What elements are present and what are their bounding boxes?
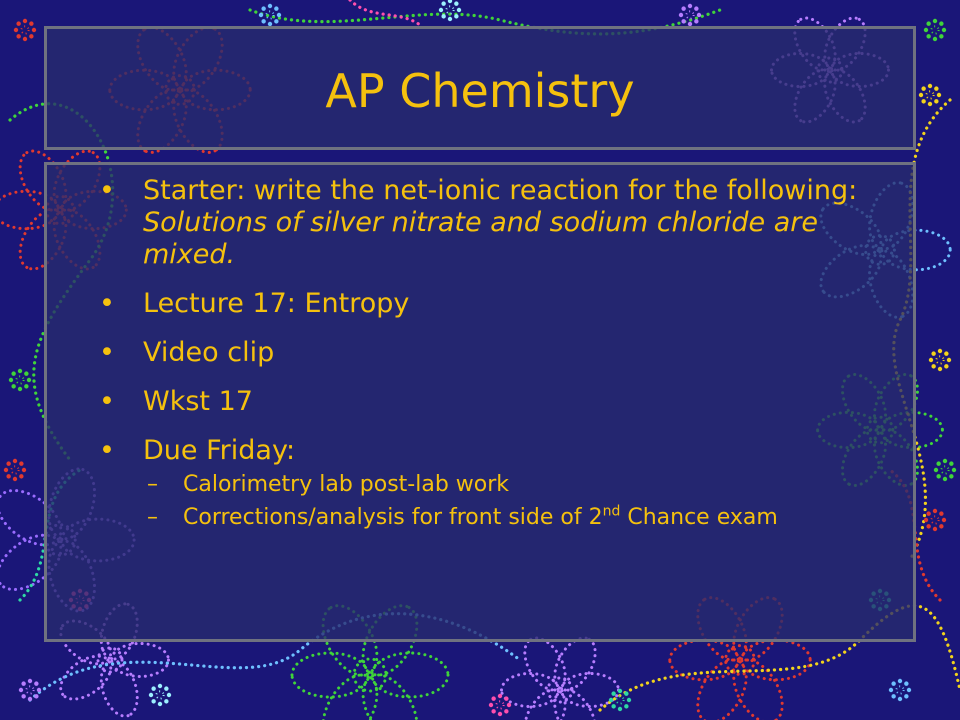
rosette-6-dot [489,703,493,707]
rosette-6-ring [496,701,503,708]
rosette-0-dot [14,28,18,32]
bullet-due-friday [99,435,889,531]
rosette-10-dot [931,351,935,355]
content-panel [44,162,916,642]
rosette-4-ring [26,686,33,693]
rosette-6-dot [498,694,502,698]
rosette-17-dot [943,459,947,463]
flower-bottom-red-petal [688,652,756,720]
bullet-worksheet-text: Wkst 17 [143,386,253,417]
rosette-9-dot [18,369,22,373]
rosette-12-dot [681,19,685,23]
rosette-8-dot [926,524,930,528]
rosette-8-dot [939,524,943,528]
rosette-17-ring [941,466,948,473]
subitem-corrections-text-end: Chance exam [620,505,778,530]
bullet-due-friday-text: Due Friday: [143,435,296,466]
flower-bottom-green-petal [292,653,368,697]
rosette-0-dot [16,21,20,25]
rosette-3-ring [896,686,903,693]
rosette-6-dot [504,709,508,713]
subitem-corrections-text: Corrections/analysis for front side of 2 [183,505,603,530]
bullet-starter [99,175,889,271]
rosette-3-dot [891,681,895,685]
rosette-13-dot [439,8,443,12]
rosette-5-ring [156,691,163,698]
rosette-2-dot [921,86,925,90]
bullet-starter-text: Starter: write the net-ionic reaction for the following: [143,175,858,206]
rosette-8-dot [942,518,946,522]
bullet-video [99,337,889,369]
rosette-13-dot [448,0,452,3]
rosette-4-dot [34,681,38,685]
subitem-calorimetry-text: Calorimetry lab post-lab work [183,472,510,497]
rosette-1-dot [939,21,943,25]
rosette-1-dot [926,21,930,25]
rosette-11-dot [274,19,278,23]
rosette-8-ring [931,516,938,523]
rosette-7-dot [624,691,628,695]
rosette-0-dot [16,34,20,38]
rosette-13-dot [441,14,445,18]
rosette-10-ring [936,356,943,363]
rosette-8-dot [933,527,937,531]
rosette-11-dot [277,13,281,17]
rosette-11-dot [274,6,278,10]
rosette-4-dot [21,694,25,698]
rosette-9-dot [24,384,28,388]
rosette-11-dot [268,4,272,8]
rosette-0-dot [29,21,33,25]
rosette-1-dot [933,19,937,23]
rosette-0-dot [32,28,36,32]
due-friday-sublist [143,471,889,531]
rosette-1-dot [924,28,928,32]
rosette-5-dot [167,693,171,697]
rosette-5-dot [158,702,162,706]
rosette-4-dot [37,688,41,692]
rosette-4-dot [19,688,23,692]
rosette-9-dot [18,387,22,391]
rosette-8-dot [924,518,928,522]
rosette-13-dot [454,1,458,5]
rosette-10-dot [938,367,942,371]
rosette-9-ring [16,376,23,383]
rosette-16-dot [22,468,26,472]
rosette-0-dot [29,34,33,38]
rosette-3-dot [889,688,893,692]
rosette-5-dot [164,699,168,703]
rosette-9-dot [24,371,28,375]
rosette-6-dot [491,709,495,713]
rosette-11-dot [261,6,265,10]
rosette-7-dot [627,698,631,702]
rosette-12-ring [686,11,693,18]
swirl-7 [350,0,420,25]
rosette-13-ring [446,6,453,13]
rosette-16-dot [6,461,10,465]
rosette-5-dot [151,686,155,690]
title-panel [44,26,916,150]
rosette-11-dot [259,13,263,17]
rosette-8-dot [939,511,943,515]
rosette-0-ring [21,26,28,33]
rosette-10-dot [929,358,933,362]
rosette-1-ring [931,26,938,33]
bullet-starter-prompt: Solutions of silver nitrate and sodium chloride are mixed. [143,207,818,270]
rosette-5-dot [151,699,155,703]
slide-title: AP Chemistry [325,64,635,118]
rosette-8-dot [933,509,937,513]
rosette-10-dot [938,349,942,353]
rosette-16-dot [19,461,23,465]
rosette-12-dot [697,13,701,17]
rosette-6-dot [504,696,508,700]
rosette-3-dot [904,694,908,698]
rosette-13-dot [448,17,452,21]
rosette-0-dot [23,37,27,41]
rosette-5-dot [158,684,162,688]
rosette-4-dot [34,694,38,698]
rosette-17-dot [949,461,953,465]
rosette-4-dot [28,679,32,683]
rosette-13-dot [457,8,461,12]
rosette-3-dot [904,681,908,685]
bullet-lecture-text: Lecture 17: Entropy [143,288,410,319]
rosette-3-dot [898,679,902,683]
rosette-5-dot [149,693,153,697]
flower-bottom-green-petal [372,653,448,697]
rosette-6-dot [498,712,502,716]
rosette-16-dot [13,477,17,481]
rosette-2-ring [926,91,933,98]
rosette-12-dot [679,13,683,17]
rosette-7-dot [609,698,613,702]
rosette-12-dot [694,19,698,23]
rosette-17-dot [936,461,940,465]
rosette-2-dot [919,93,923,97]
bullet-list [99,175,889,548]
subitem-corrections [143,504,889,531]
rosette-2-dot [934,86,938,90]
rosette-6-dot [507,703,511,707]
rosette-1-dot [926,34,930,38]
rosette-9-dot [27,378,31,382]
rosette-10-dot [944,364,948,368]
rosette-1-dot [939,34,943,38]
bullet-lecture [99,288,889,320]
rosette-1-dot [942,28,946,32]
rosette-2-dot [921,99,925,103]
rosette-16-dot [19,474,23,478]
rosette-16-dot [4,468,8,472]
rosette-2-dot [937,93,941,97]
rosette-17-dot [936,474,940,478]
rosette-7-dot [611,704,615,708]
rosette-9-dot [11,371,15,375]
rosette-10-dot [944,351,948,355]
rosette-1-dot [933,37,937,41]
rosette-12-dot [681,6,685,10]
rosette-2-dot [934,99,938,103]
bullet-video-text: Video clip [143,337,275,368]
rosette-11-dot [261,19,265,23]
rosette-5-dot [164,686,168,690]
rosette-17-dot [952,468,956,472]
rosette-12-dot [688,4,692,8]
rosette-8-dot [926,511,930,515]
rosette-7-ring [616,696,623,703]
rosette-2-dot [928,84,932,88]
rosette-16-dot [13,459,17,463]
rosette-4-dot [21,681,25,685]
rosette-7-dot [611,691,615,695]
rosette-17-dot [943,477,947,481]
rosette-6-dot [491,696,495,700]
rosette-16-ring [11,466,18,473]
rosette-9-dot [11,384,15,388]
rosette-17-dot [934,468,938,472]
rosette-13-dot [454,14,458,18]
rosette-3-dot [907,688,911,692]
superscript-nd: nd [602,503,621,520]
rosette-7-dot [618,707,622,711]
rosette-7-dot [624,704,628,708]
rosette-9-dot [9,378,13,382]
rosette-0-dot [23,19,27,23]
rosette-10-dot [931,364,935,368]
rosette-16-dot [6,474,10,478]
rosette-17-dot [949,474,953,478]
rosette-3-dot [898,697,902,701]
bullet-worksheet [99,386,889,418]
rosette-4-dot [28,697,32,701]
rosette-2-dot [928,102,932,106]
flower-bottom-left-petal [112,644,169,677]
rosette-13-dot [441,1,445,5]
rosette-12-dot [694,6,698,10]
subitem-calorimetry [143,471,889,498]
rosette-10-dot [947,358,951,362]
rosette-7-dot [618,689,622,693]
rosette-3-dot [891,694,895,698]
